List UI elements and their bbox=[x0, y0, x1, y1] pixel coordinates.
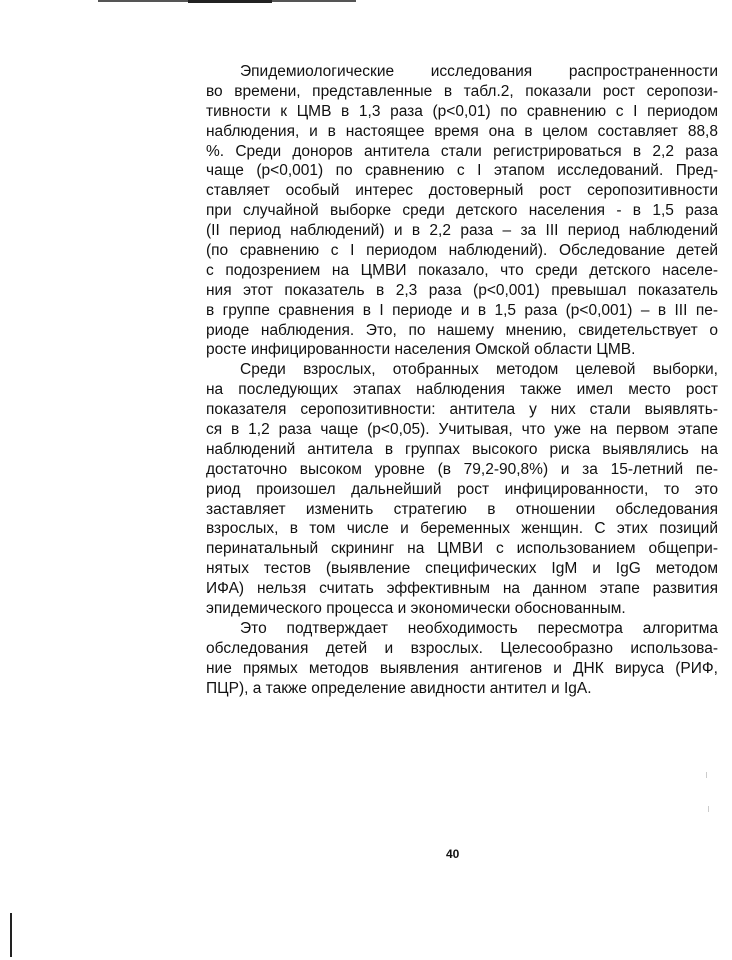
text-line: (II период наблюдений) и в 2,2 раза – за III период наблюдений bbox=[206, 222, 718, 240]
text-line: взрослых, в том числе и беременных женщин. С этих позиций bbox=[206, 520, 718, 538]
text-line: в группе сравнения в I периоде и в 1,5 раза (р<0,001) – в III пе- bbox=[206, 301, 718, 319]
paragraph-1 bbox=[206, 62, 718, 360]
text-line: показателя серопозитивности: антитела у них стали выявлять- bbox=[206, 401, 718, 419]
text-line: эпидемического процесса и экономически обоснованным. bbox=[206, 600, 626, 618]
text-line: чаще (р<0,001) по сравнению с I этапом исследований. Пред- bbox=[206, 162, 718, 180]
text-line: наблюдения, и в настоящее время она в целом составляет 88,8 bbox=[206, 122, 718, 140]
text-line: заставляет изменить стратегию в отношении обследования bbox=[206, 500, 718, 518]
text-line: при случайной выборке среди детского населения - в 1,5 раза bbox=[206, 202, 718, 220]
text-line: обследования детей и взрослых. Целесообразно использова- bbox=[206, 639, 718, 657]
text-line: ИФА) нельзя считать эффективным на данном этапе развития bbox=[206, 580, 718, 598]
text-line: ся в 1,2 раза чаще (р<0,05). Учитывая, что уже на первом этапе bbox=[206, 421, 718, 439]
text-line: риоде наблюдения. Это, по нашему мнению, свидетельствует о bbox=[206, 321, 718, 339]
text-line: ПЦР), а также определение авидности антител и IgA. bbox=[206, 679, 592, 697]
text-line: наблюдений антитела в группах высокого риска выявлялись на bbox=[206, 440, 718, 458]
text-line: нятых тестов (выявление специфических IgM и IgG методом bbox=[206, 560, 718, 578]
text-line: Это подтверждает необходимость пересмотра алгоритма bbox=[240, 619, 718, 637]
paragraph-2 bbox=[206, 360, 718, 619]
text-line: риод произошел дальнейший рост инфицированности, то это bbox=[206, 480, 718, 498]
text-line: достаточно высоком уровне (в 79,2-90,8%) и за 15-летний пе- bbox=[206, 460, 718, 478]
scan-speck bbox=[708, 806, 709, 812]
text-line: с подозрением на ЦМВИ показало, что среди детского населе- bbox=[206, 261, 718, 279]
top-rule-accent bbox=[188, 0, 272, 3]
text-line: во времени, представленные в табл.2, показали рост серопози- bbox=[206, 82, 718, 100]
text-line: ставляет особый интерес достоверный рост серопозитивности bbox=[206, 182, 718, 200]
text-line: ния этот показатель в 2,3 раза (р<0,001) превышал показатель bbox=[206, 281, 718, 299]
text-line: (по сравнению с I периодом наблюдений). Обследование детей bbox=[206, 242, 718, 260]
text-line: тивности к ЦМВ в 1,3 раза (р<0,01) по сравнению с I периодом bbox=[206, 102, 718, 120]
text-line: на последующих этапах наблюдения также имел место рост bbox=[206, 381, 718, 399]
body-text bbox=[206, 62, 718, 699]
text-line: %. Среди доноров антитела стали регистрироваться в 2,2 раза bbox=[206, 142, 718, 160]
scan-speck bbox=[706, 772, 707, 778]
scan-edge-mark bbox=[10, 913, 12, 957]
text-line: росте инфицированности населения Омской области ЦМВ. bbox=[206, 341, 636, 359]
text-line: перинатальный скрининг на ЦМВИ с использованием общепри- bbox=[206, 540, 718, 558]
text-line: Среди взрослых, отобранных методом целевой выборки, bbox=[240, 361, 718, 379]
text-line: ние прямых методов выявления антигенов и ДНК вируса (РИФ, bbox=[206, 659, 718, 677]
text-line: Эпидемиологические исследования распространенности bbox=[240, 63, 718, 80]
page-number: 40 bbox=[446, 847, 460, 861]
paragraph-3 bbox=[206, 619, 718, 699]
